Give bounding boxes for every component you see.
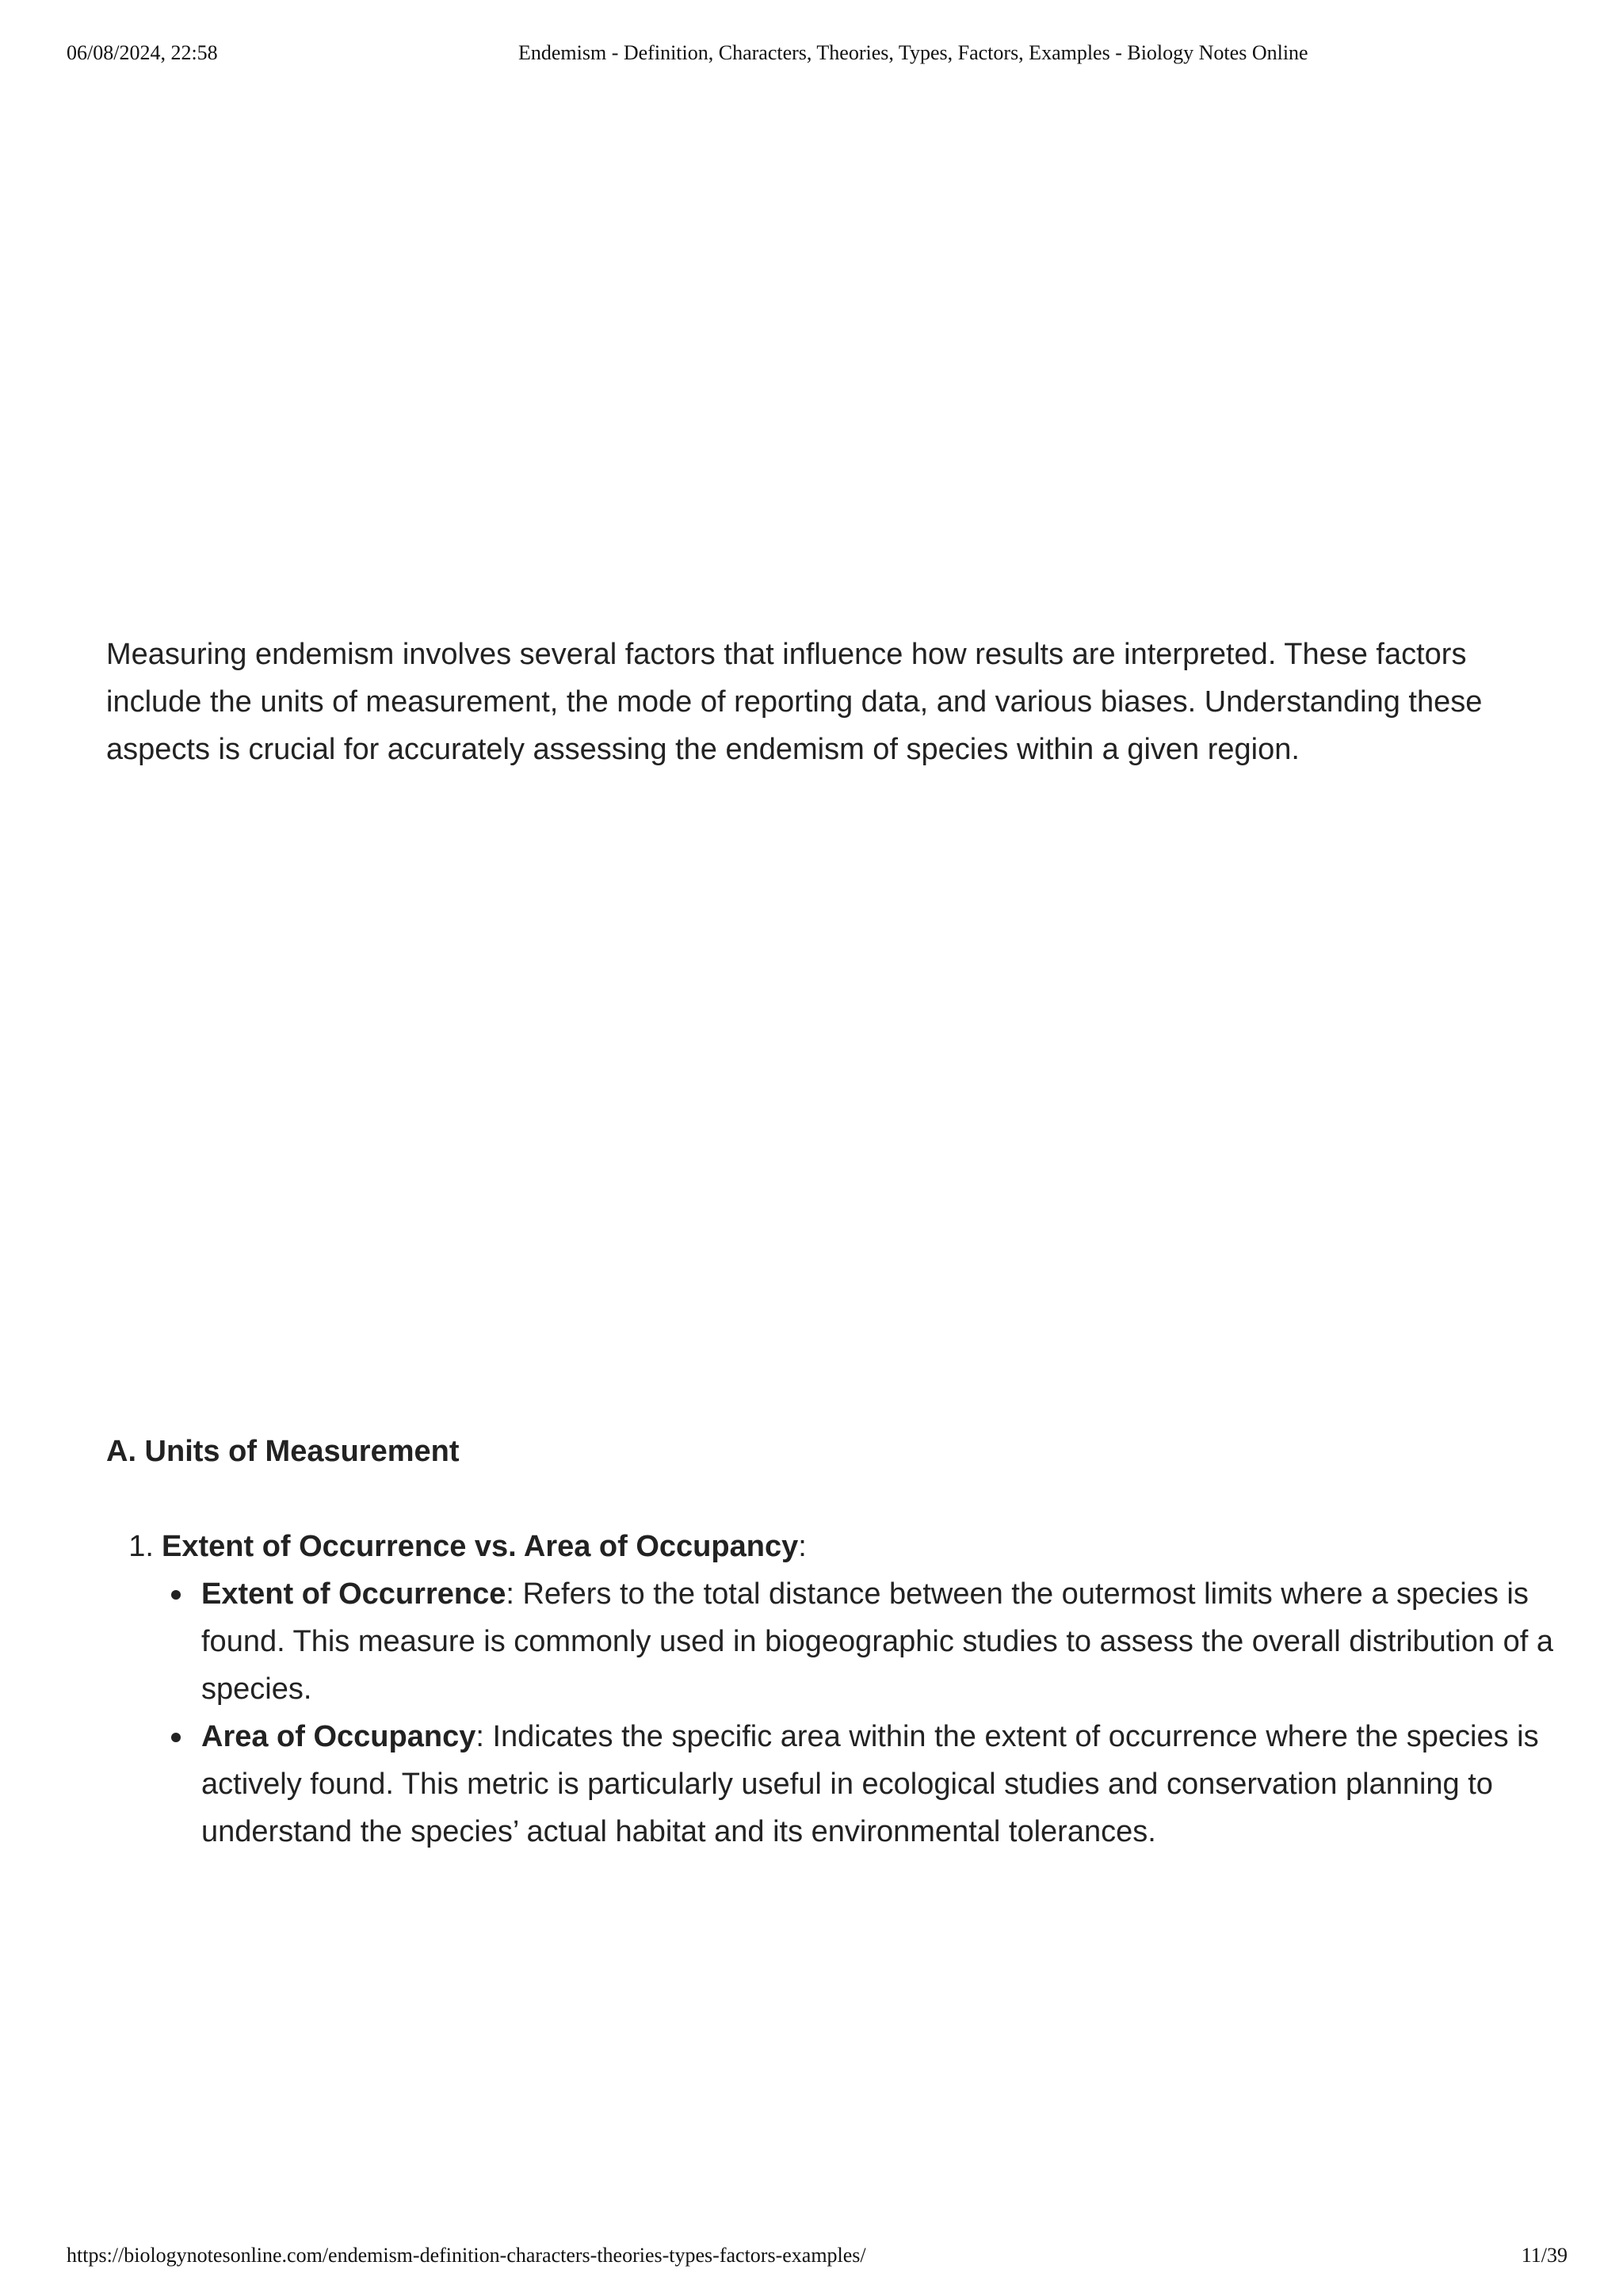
print-footer-url: https://biologynotesonline.com/endemism-definition-characters-theories-types-factors-examples/ [67,2244,866,2267]
print-header-date: 06/08/2024, 22:58 [67,41,218,64]
bullet-icon [171,1590,181,1600]
sublist-item-area-of-occupancy [201,1713,1564,1855]
sublist [106,1570,1553,1855]
term-extent-of-occurrence: Extent of Occurrence [201,1577,506,1611]
list-item-extent-vs-area [106,1523,1553,1855]
print-footer-page-number: 11/39 [1521,2244,1568,2267]
units-of-measurement-list [106,1523,1553,1855]
sublist-item-extent-of-occurrence [201,1570,1564,1713]
list-item-title-line [106,1523,1533,1570]
list-item-title-suffix: : [798,1530,807,1563]
list-item-title [162,1523,807,1570]
print-header-title: Endemism - Definition, Characters, Theories, Types, Factors, Examples - Biology Notes Online [518,41,1308,64]
description-area-of-occupancy: : Indicates the specific area within the extent of occurrence where the species is actively found. This metric is particularly useful in ecological studies and conservation planning to understand the species’ actual habitat and its environmental tolerances. [201,1720,1539,1848]
term-area-of-occupancy: Area of Occupancy [201,1720,476,1753]
list-item-title-text: Extent of Occurrence vs. Area of Occupancy [162,1530,799,1563]
bullet-icon [171,1733,181,1742]
list-item-number: 1. [128,1530,154,1563]
section-heading-units-of-measurement: A. Units of Measurement [106,1435,460,1468]
description-extent-of-occurrence: : Refers to the total distance between the outermost limits where a species is found. This measure is commonly used in biogeographic studies to assess the overall distribution of a species. [201,1577,1553,1706]
intro-paragraph: Measuring endemism involves several factors that influence how results are interpreted. These factors include the units of measurement, the mode of reporting data, and various biases. Understanding these aspects is crucial for accurately assessing the endemism of species within a given region. [106,638,1483,766]
